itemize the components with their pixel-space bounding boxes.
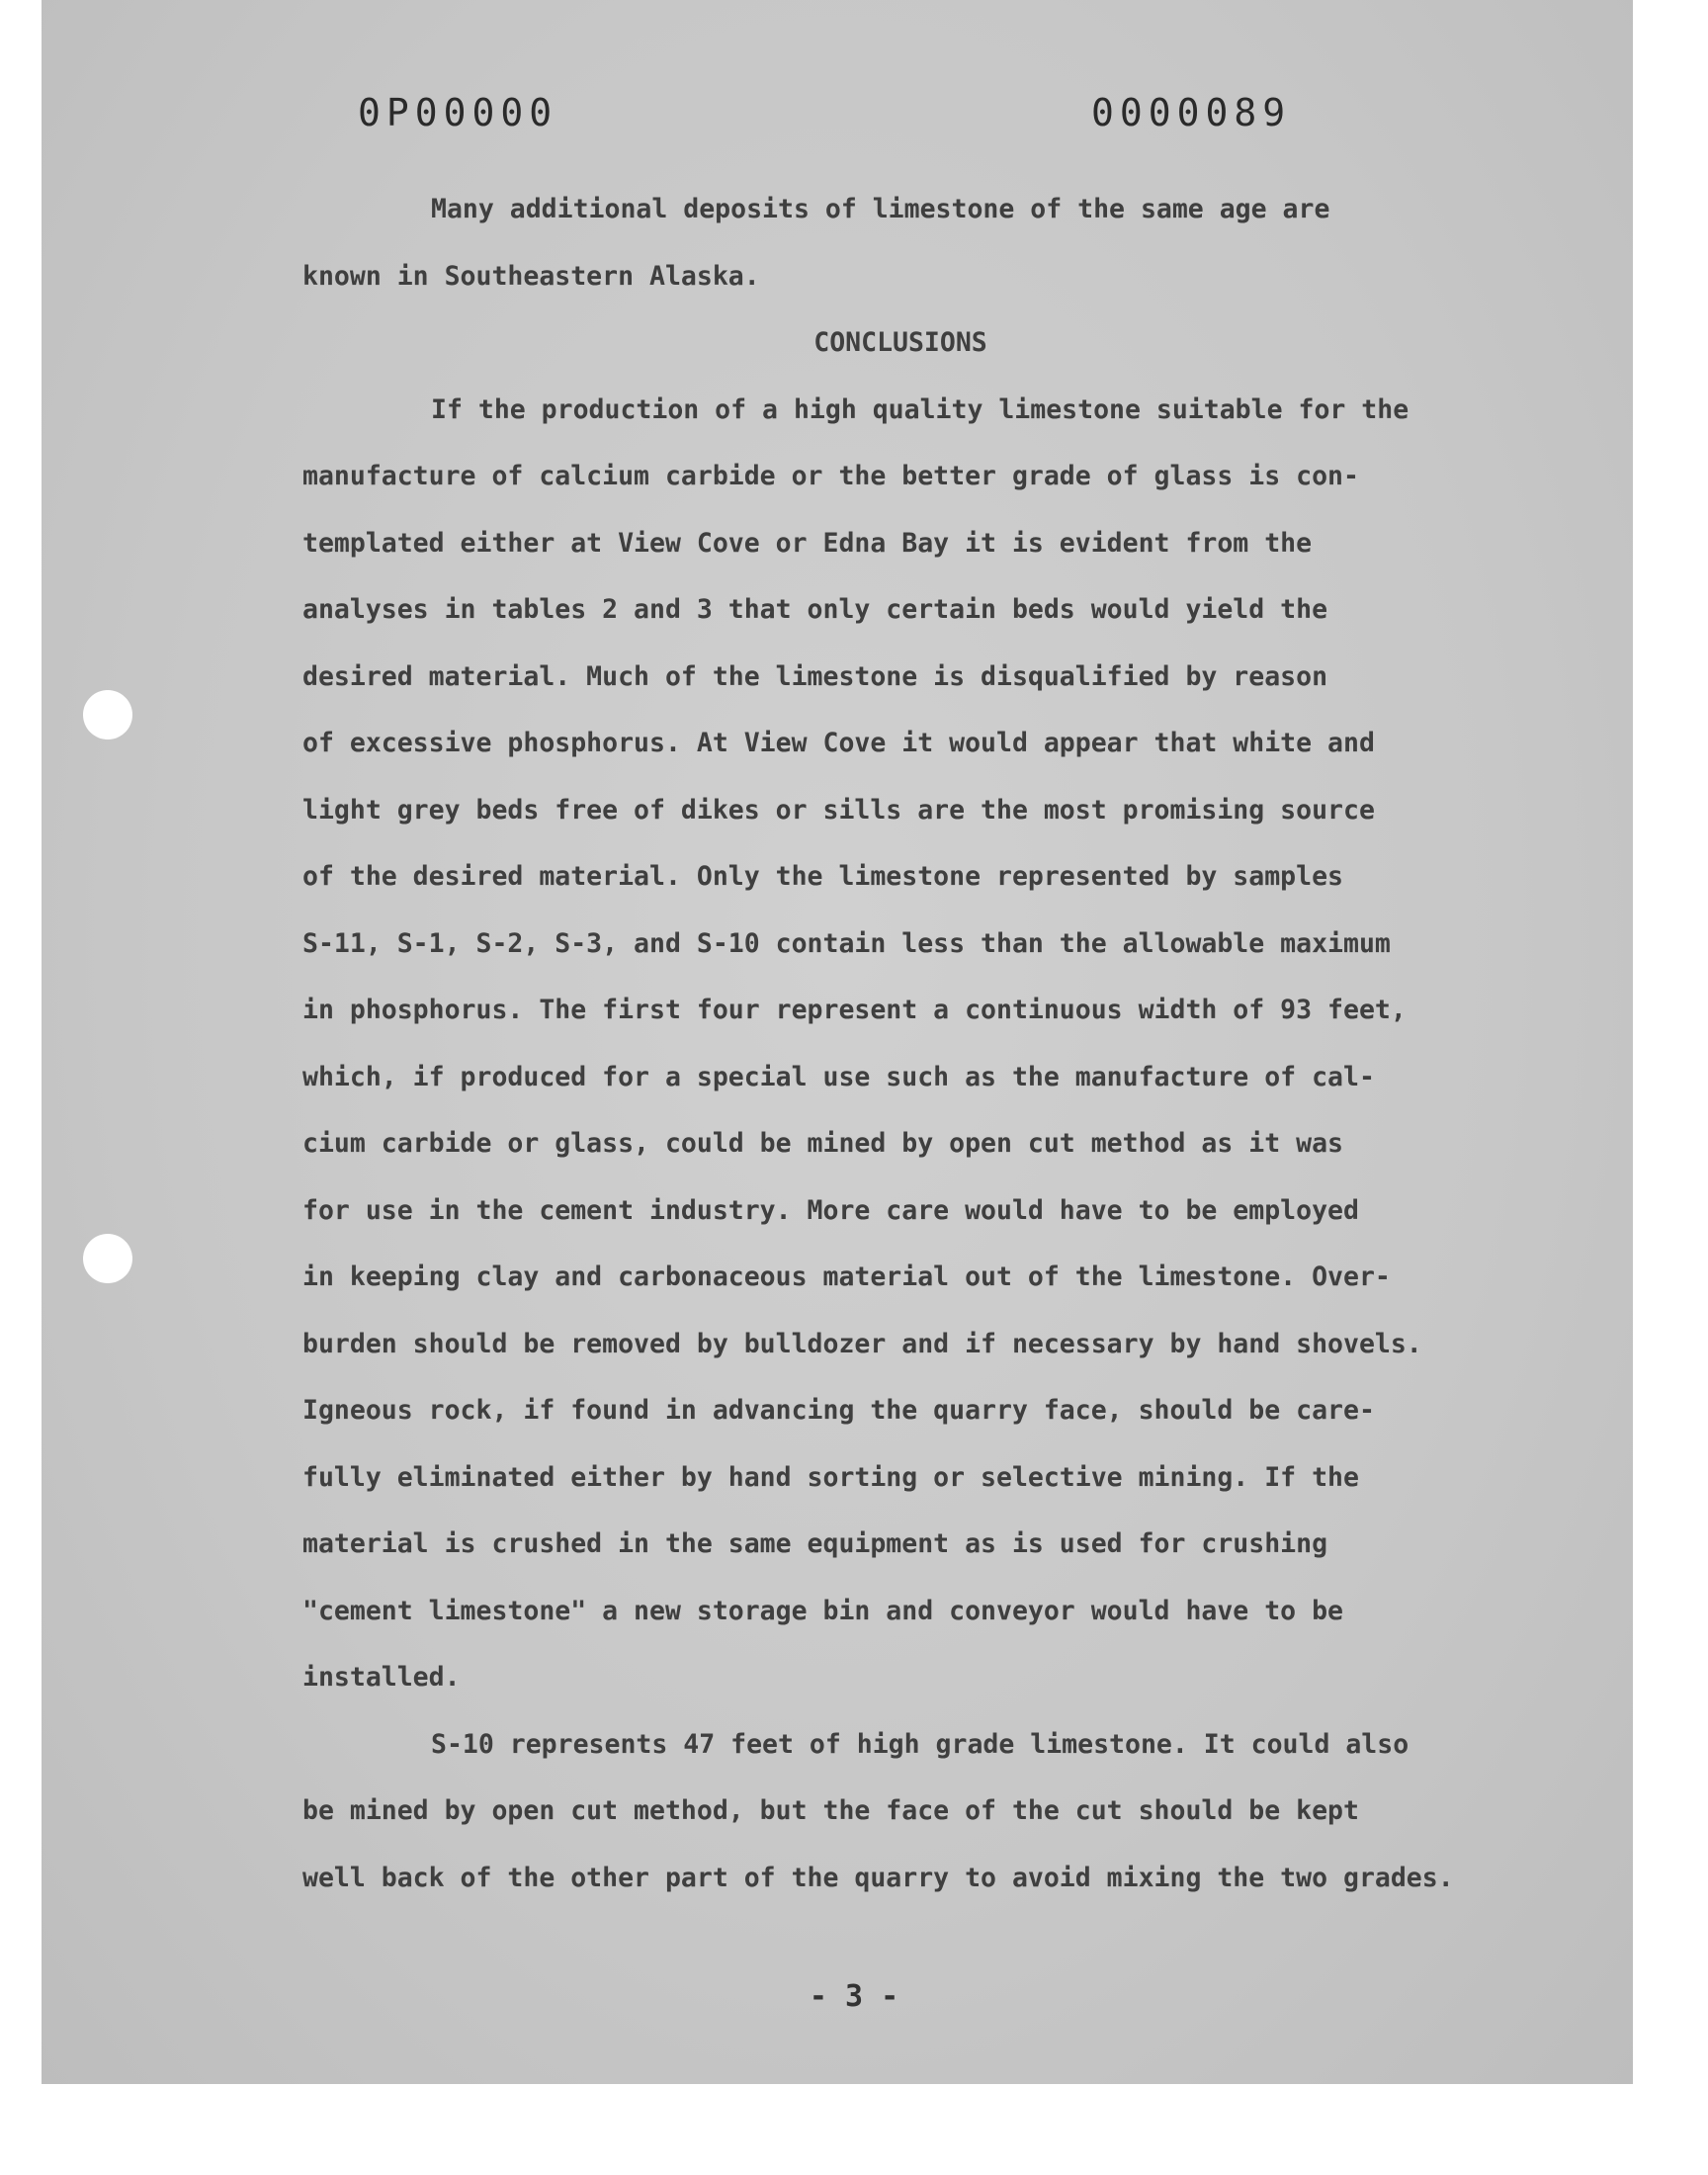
text-line: of the desired material. Only the limestone represented by samples (302, 861, 1343, 892)
text-line: manufacture of calcium carbide or the better grade of glass is con- (302, 461, 1359, 491)
text-line: for use in the cement industry. More care would have to be employed (302, 1194, 1359, 1226)
document-code-right: 0000089 (1091, 91, 1292, 134)
text-line: templated either at View Cove or Edna Bay it is evident from the (302, 527, 1313, 559)
page-number: - 3 - (809, 1979, 899, 2014)
text-line: be mined by open cut method, but the face of the cut should be kept (302, 1795, 1359, 1826)
text-line: installed. (302, 1662, 461, 1693)
text-line: S-10 represents 47 feet of high grade limestone. It could also (431, 1728, 1409, 1760)
text-line: S-11, S-1, S-2, S-3, and S-10 contain less than the allowable maximum (302, 927, 1391, 959)
text-line: in keeping clay and carbonaceous material out of the limestone. Over- (302, 1262, 1391, 1292)
text-line: material is crushed in the same equipment as is used for crushing (302, 1528, 1328, 1559)
text-line: in phosphorus. The first four represent a continuous width of 93 feet, (302, 995, 1407, 1025)
text-line: analyses in tables 2 and 3 that only certain beds would yield the (302, 594, 1328, 625)
text-line: "cement limestone" a new storage bin and conveyor would have to be (302, 1595, 1343, 1626)
text-line: light grey beds free of dikes or sills are the most promising source (302, 794, 1375, 826)
text-line: If the production of a high quality limestone suitable for the (431, 393, 1409, 425)
punch-hole-lower (83, 1234, 132, 1283)
body-text (302, 176, 1498, 1911)
text-line: cium carbide or glass, could be mined by open cut method as it was (302, 1128, 1343, 1159)
text-line: of excessive phosphorus. At View Cove it would appear that white and (302, 728, 1375, 758)
text-line: known in Southeastern Alaska. (302, 260, 760, 292)
text-line: which, if produced for a special use such as the manufacture of cal- (302, 1061, 1375, 1092)
section-heading: CONCLUSIONS (813, 327, 987, 358)
text-line: Igneous rock, if found in advancing the quarry face, should be care- (302, 1395, 1375, 1426)
text-line: burden should be removed by bulldozer and if necessary by hand shovels. (302, 1328, 1422, 1359)
text-line: desired material. Much of the limestone is disqualified by reason (302, 660, 1328, 692)
text-line: fully eliminated either by hand sorting or selective mining. If the (302, 1461, 1359, 1493)
document-code-left: 0P00000 (358, 91, 558, 134)
text-line: Many additional deposits of limestone of the same age are (431, 194, 1330, 224)
punch-hole-upper (83, 690, 132, 740)
text-line: well back of the other part of the quarry to avoid mixing the two grades. (302, 1862, 1454, 1893)
